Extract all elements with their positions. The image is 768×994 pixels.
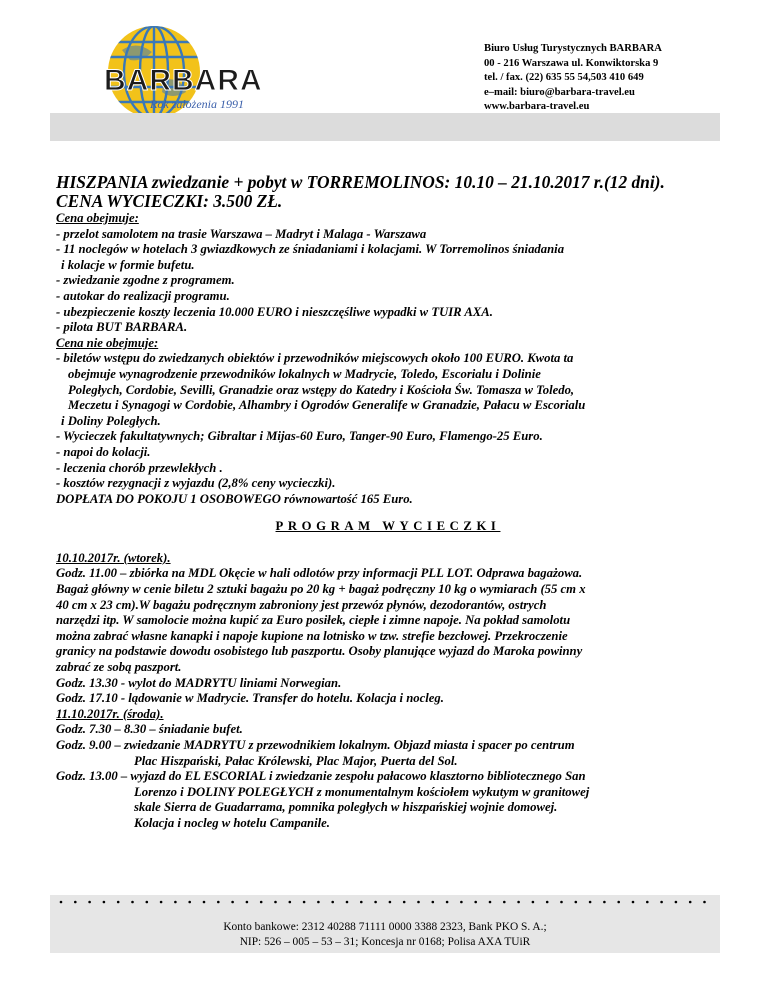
program-line: można zabrać własne kanapki i napoje kupione na lotnisko w tzw. strefie bezcłowej. Przekroczenie [56, 628, 568, 643]
excludes-item: - kosztów rezygnacji z wyjazdu (2,8% ceny wycieczki). [56, 476, 336, 491]
program-line: zabrać ze sobą paszport. [56, 660, 182, 675]
barbara-logo [82, 22, 292, 122]
includes-item: - 11 noclegów w hotelach 3 gwiazdkowych ze śniadaniami i kolacjami. W Torremolinos śniadania [56, 242, 565, 257]
day-date: 10.10.2017r. (wtorek). [56, 550, 171, 565]
program-title: PROGRAM WYCIECZKI [275, 519, 501, 534]
company-phone: tel. / fax. (22) 635 55 54,503 410 649 [484, 72, 644, 84]
program-line: Plac Hiszpański, Pałac Królewski, Plac Major, Puerta del Sol. [134, 753, 458, 768]
excludes-item: Meczetu i Synagogi w Cordobie, Alhambry i Ogrodów Generalife w Granadzie, Pałacu w Escorialu [68, 398, 586, 413]
includes-item: - zwiedzanie zgodne z programem. [56, 273, 235, 288]
bank-account: Konto bankowe: 2312 40288 71111 0000 3388 2323, Bank PKO S. A.; [223, 921, 547, 933]
offer-content [56, 173, 720, 832]
excludes-item: - biletów wstępu do zwiedzanych obiektów i przewodników miejscowych około 100 EURO. Kwota ta [56, 351, 574, 366]
offer-price: CENA WYCIECZKI: 3.500 ZŁ. [56, 191, 283, 211]
includes-item: - przelot samolotem na trasie Warszawa – Madryt i Malaga - Warszawa [56, 226, 427, 241]
program-line: Godz. 9.00 – zwiedzanie MADRYTU z przewodnikiem lokalnym. Objazd miasta i spacer po centrum [56, 738, 575, 752]
includes-item: - autokar do realizacji programu. [56, 288, 230, 303]
program-line: Godz. 13.00 – wyjazd do EL ESCORIAL i zwiedzanie zespołu pałacowo klasztorno bibliotecznego San [56, 769, 586, 784]
header-divider-bar [50, 113, 720, 141]
company-email: e–mail: biuro@barbara-travel.eu [484, 86, 635, 98]
excludes-item: - Wycieczek fakultatywnych; Gibraltar i Mijas-60 Euro, Tanger-90 Euro, Flamengo-25 Euro. [56, 429, 543, 444]
program-line: 40 cm x 23 cm).W bagażu podręcznym zabroniony jest przewóz płynów, dezodorantów, ostrych [56, 597, 547, 612]
program-line: Godz. 11.00 – zbiórka na MDL Okęcie w hali odlotów przy informacji PLL LOT. Odprawa bagażowa. [56, 566, 583, 581]
includes-item: - pilota BUT BARBARA. [56, 320, 188, 335]
offer-title: HISZPANIA zwiedzanie + pobyt w TORREMOLINOS: 10.10 – 21.10.2017 r.(12 dni). [56, 172, 665, 192]
includes-heading: Cena obejmuje: [56, 211, 139, 225]
program-line: Lorenzo i DOLINY POLEGŁYCH z monumentalnym kościołem wykutym w granitowej [134, 784, 590, 799]
dotted-divider [58, 898, 712, 906]
excludes-item: obejmuje wynagrodzenie przewodników lokalnych w Madrycie, Toledo, Escorialu i Dolinie [68, 366, 541, 381]
excludes-item: - leczenia chorób przewlekłych . [56, 460, 223, 475]
program-line: Bagaż główny w cenie biletu 2 sztuki bagażu po 20 kg + bagaż podręczny 10 kg o wymiarach (55 cm x [56, 582, 586, 597]
program-line: Godz. 7.30 – 8.30 – śniadanie bufet. [56, 722, 243, 737]
company-info [484, 42, 662, 115]
single-room-supplement: DOPŁATA DO POKOJU 1 OSOBOWEGO równowartość 165 Euro. [56, 491, 413, 506]
excludes-item: - napoi do kolacji. [56, 444, 151, 459]
excludes-item: Poległych, Cordobie, Sevilli, Granadzie oraz wstępy do Katedry i Kościoła Św. Tomasza w Toledo, [68, 382, 575, 397]
day-date: 11.10.2017r. (środa). [56, 706, 164, 721]
excludes-item: i Doliny Poległych. [61, 413, 161, 428]
includes-item: - ubezpieczenie koszty leczenia 10.000 EURO i nieszczęśliwe wypadki w TUIR AXA. [56, 304, 493, 319]
logo-wordmark: BARBARA [104, 64, 263, 97]
program-line: Kolacja i nocleg w hotelu Campanile. [134, 815, 330, 830]
company-website: www.barbara-travel.eu [484, 101, 590, 113]
program-line: skale Sierra de Guadarrama, pomnika poległych w hiszpańskiej wojnie domowej. [134, 800, 558, 815]
logo-tagline: Rok założenia 1991 [150, 97, 244, 111]
footer-text [50, 920, 720, 950]
company-name: Biuro Usług Turystycznych BARBARA [484, 43, 662, 54]
company-address: 00 - 216 Warszawa ul. Konwiktorska 9 [484, 57, 659, 69]
program-line: granicy na podstawie dowodu osobistego lub paszportu. Osoby planujące wyjazd do Maroka powinny [56, 644, 583, 659]
excludes-heading: Cena nie obejmuje: [56, 335, 159, 350]
program-line: narzędzi itp. W samolocie można kupić za Euro posiłek, ciepłe i zimne napoje. Na pokład samolotu [56, 613, 571, 628]
program-line: Godz. 17.10 - lądowanie w Madrycie. Transfer do hotelu. Kolacja i nocleg. [56, 691, 444, 706]
globe-logo-icon [82, 22, 292, 122]
footer [50, 895, 720, 953]
includes-item: i kolacje w formie bufetu. [61, 257, 195, 272]
tax-license-info: NIP: 526 – 005 – 53 – 31; Koncesja nr 0168; Polisa AXA TUiR [239, 936, 531, 948]
program-line: Godz. 13.30 - wylot do MADRYTU liniami Norwegian. [56, 675, 342, 690]
